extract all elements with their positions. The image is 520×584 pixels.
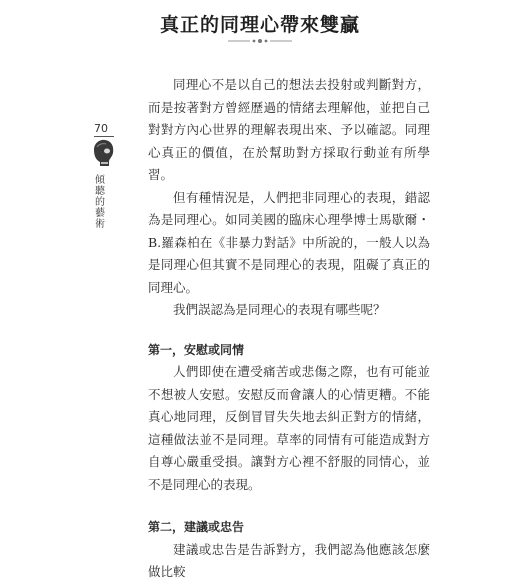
paragraph-5: 建議或忠告是告訴對方，我們認為他應該怎麼做比較 [148,541,430,579]
page-number: 70 [94,122,108,135]
body-text [148,74,430,584]
page-number-rule [94,136,114,137]
skull-illustration [90,138,116,170]
running-title [93,175,107,230]
paragraph-3: 我們誤認為是同理心的表現有哪些呢？ [173,302,386,317]
running-title-text: 傾聽的藝術 [95,175,105,230]
paragraph-2: 但有種情況是，人們把非同理心的表現，錯認為是同理心。如同美國的臨床心理學博士馬歇爾・B.羅森柏在《非暴力對話》中所說的，一般人以為是同理心但其實不是同理心的表現，阻礙了真正的同理心。 [148,189,430,295]
paragraph-1: 同理心不是以自己的想法去投射或判斷對方，而是按著對方曾經歷過的情緒去理解他，並把自己對對方內心世界的理解表現出來、予以確認。同理心真正的價值，在於幫助對方採取行動並有所學習。 [148,77,430,182]
subheading-2: 第二，建議或忠告 [148,520,245,534]
title-ornament [226,36,294,46]
paragraph-4: 人們即使在遭受痛苦或悲傷之際，也有可能並不想被人安慰。安慰反而會讓人的心情更糟。不能真心地同理，反倒冒冒失失地去糾正對方的情緒，這種做法並不是同理。草率的同情有可能造成對方自尊心嚴重受損。讓對方心裡不舒服的同情心，並不是同理心的表現。 [148,364,430,492]
page-title: 真正的同理心帶來雙贏 [159,14,360,36]
subheading-1: 第一，安慰或同情 [148,342,245,357]
